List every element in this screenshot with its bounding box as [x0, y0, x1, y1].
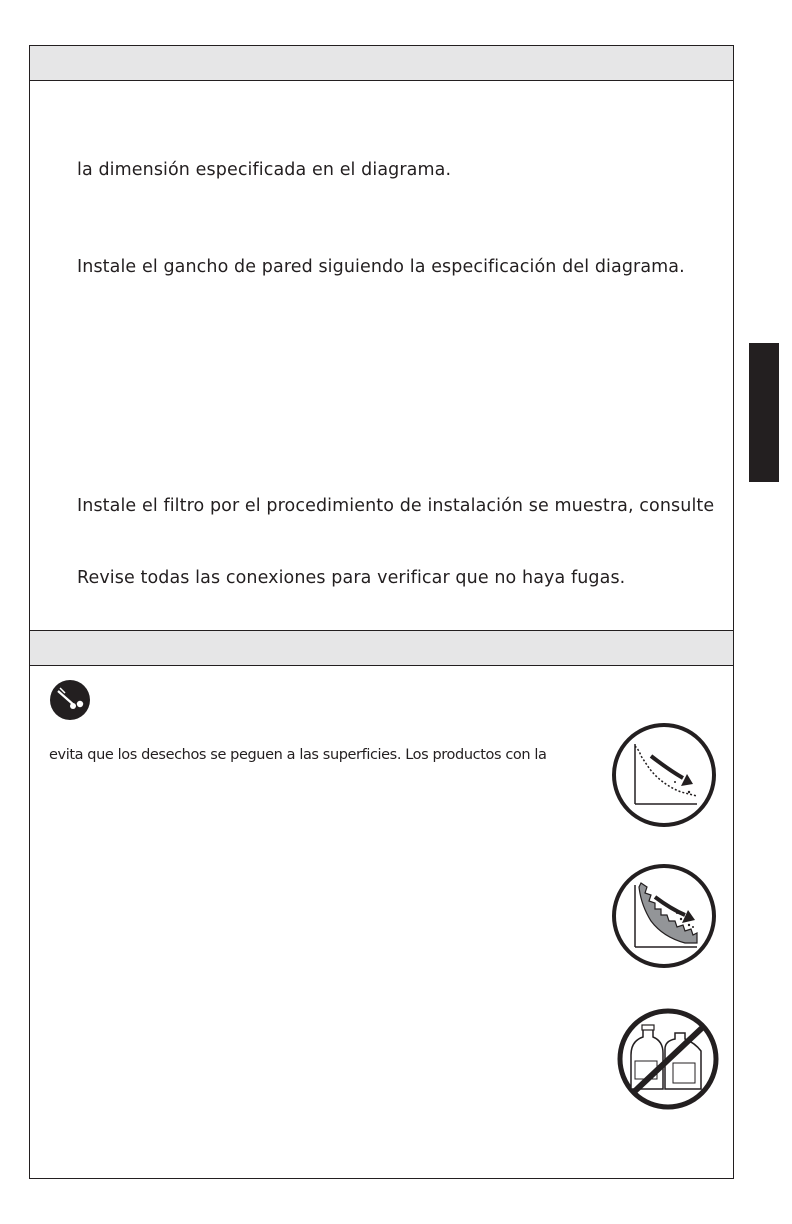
step-wall-hook-text: Instale el gancho de pared siguiendo la especificación del diagrama. — [77, 257, 685, 277]
step-check-leaks-text: Revise todas las conexiones para verificar que no haya fugas. — [77, 568, 626, 588]
smooth-surface-icon — [611, 722, 717, 828]
step-filter-text: Instale el filtro por el procedimiento de instalación se muestra, consulte — [77, 496, 715, 516]
finish-paragraph: evita que los desechos se peguen a las superficies. Los productos con la — [49, 747, 547, 763]
side-tab — [749, 343, 779, 482]
care-section-header — [29, 630, 734, 666]
rough-surface-icon — [611, 863, 717, 969]
no-chemical-cleaners-icon — [615, 1007, 721, 1111]
installation-section-header — [29, 45, 734, 81]
step-dimension-text: la dimensión especificada en el diagrama. — [77, 160, 452, 180]
no-abrasives-icon — [49, 679, 91, 721]
